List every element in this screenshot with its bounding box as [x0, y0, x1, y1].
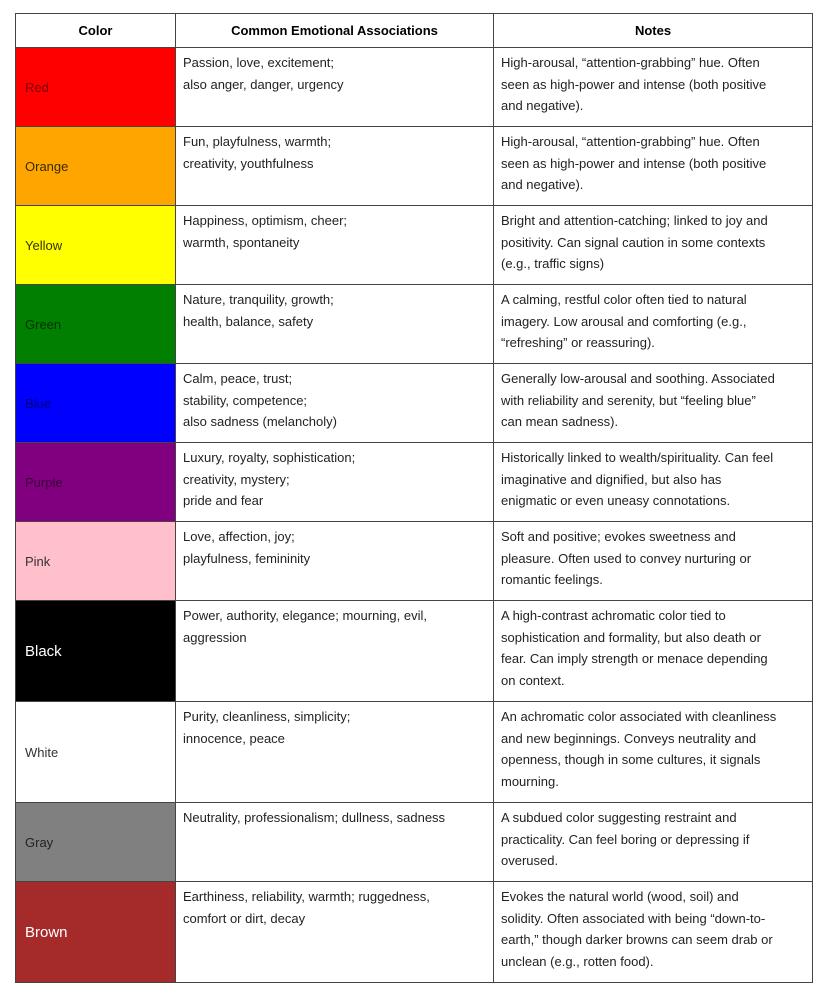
association-line: Earthiness, reliability, warmth; ruggedness, [183, 889, 430, 904]
notes-line: Soft and positive; evokes sweetness and [501, 529, 736, 544]
notes-line: imaginative and dignified, but also has [501, 471, 722, 487]
notes-line: unclean (e.g., rotten food). [501, 953, 654, 969]
color-swatch-cell: Red [16, 48, 176, 127]
notes-line: pleasure. Often used to convey nurturing or [501, 550, 752, 566]
table-body [16, 48, 813, 983]
header-associations: Common Emotional Associations [176, 14, 494, 48]
association-line: Happiness, optimism, cheer; [183, 213, 348, 228]
association-line: innocence, peace [183, 730, 285, 746]
notes-line: A high-contrast achromatic color tied to [501, 608, 726, 623]
notes-line: mourning. [501, 773, 559, 789]
notes-cell [494, 48, 813, 127]
notes-line: (e.g., traffic signs) [501, 256, 605, 271]
notes-cell [494, 127, 813, 206]
association-line: Purity, cleanliness, simplicity; [183, 709, 351, 724]
association-line: Nature, tranquility, growth; [183, 292, 334, 307]
notes-line: An achromatic color associated with cleanliness [501, 709, 777, 724]
associations-cell [176, 364, 494, 443]
association-line: Calm, peace, trust; [183, 371, 293, 386]
notes-cell [494, 206, 813, 285]
notes-cell [494, 803, 813, 882]
notes-line: High-arousal, “attention-grabbing” hue. Often [501, 134, 760, 149]
association-line: creativity, mystery; [183, 471, 290, 487]
notes-line: practicality. Can feel boring or depressing if [501, 831, 750, 847]
notes-line: A calming, restful color often tied to natural [501, 292, 747, 307]
notes-line: Evokes the natural world (wood, soil) and [501, 889, 739, 904]
notes-cell [494, 601, 813, 702]
notes-line: earth,” though darker browns can seem drab or [501, 932, 773, 947]
color-swatch-cell: Yellow [16, 206, 176, 285]
color-swatch-cell: White [16, 702, 176, 803]
table-row [16, 702, 813, 803]
association-line: Love, affection, joy; [183, 529, 295, 544]
notes-cell [494, 364, 813, 443]
notes-line: and new beginnings. Conveys neutrality and [501, 730, 757, 746]
table-row [16, 48, 813, 127]
notes-line: High-arousal, “attention-grabbing” hue. Often [501, 55, 760, 70]
notes-line: seen as high-power and intense (both positive [501, 155, 767, 171]
notes-line: sophistication and formality, but also death or [501, 629, 761, 645]
notes-line: on context. [501, 672, 565, 688]
notes-line: Generally low-arousal and soothing. Associated [501, 371, 775, 386]
notes-line: and negative). [501, 177, 584, 192]
notes-line: seen as high-power and intense (both positive [501, 76, 767, 92]
table-row [16, 206, 813, 285]
association-line: also anger, danger, urgency [183, 76, 344, 92]
associations-cell [176, 443, 494, 522]
notes-line: enigmatic or even uneasy connotations. [501, 493, 731, 508]
association-line: pride and fear [183, 493, 264, 508]
associations-cell [176, 522, 494, 601]
notes-line: romantic feelings. [501, 572, 603, 587]
header-notes: Notes [494, 14, 813, 48]
notes-line: Bright and attention-catching; linked to joy and [501, 213, 768, 228]
table-row [16, 882, 813, 983]
color-swatch-cell: Purple [16, 443, 176, 522]
color-swatch-cell: Black [16, 601, 176, 702]
notes-cell [494, 702, 813, 803]
notes-line: can mean sadness). [501, 414, 619, 429]
color-swatch-cell: Blue [16, 364, 176, 443]
header-row [16, 14, 813, 48]
table-row [16, 127, 813, 206]
header-color: Color [16, 14, 176, 48]
associations-cell [176, 882, 494, 983]
associations-cell [176, 48, 494, 127]
notes-line: positivity. Can signal caution in some contexts [501, 234, 766, 250]
association-line: Fun, playfulness, warmth; [183, 134, 332, 149]
color-swatch-cell: Green [16, 285, 176, 364]
association-line: warmth, spontaneity [183, 234, 300, 250]
notes-cell [494, 882, 813, 983]
association-line: Power, authority, elegance; mourning, evil, [183, 608, 428, 623]
notes-line: Historically linked to wealth/spirituality. Can feel [501, 450, 774, 465]
color-swatch-cell: Pink [16, 522, 176, 601]
association-line: Passion, love, excitement; [183, 55, 335, 70]
table-row [16, 443, 813, 522]
notes-line: with reliability and serenity, but “feeling blue” [501, 392, 756, 408]
notes-line: fear. Can imply strength or menace depending [501, 651, 768, 666]
association-line: aggression [183, 629, 247, 645]
association-line: comfort or dirt, decay [183, 910, 306, 926]
notes-line: and negative). [501, 98, 584, 113]
associations-cell [176, 127, 494, 206]
notes-line: solidity. Often associated with being “down-to- [501, 910, 766, 926]
associations-cell [176, 206, 494, 285]
association-line: playfulness, femininity [183, 550, 311, 566]
color-swatch-cell: Brown [16, 882, 176, 983]
table-row [16, 601, 813, 702]
associations-cell [176, 285, 494, 364]
notes-line: A subdued color suggesting restraint and [501, 810, 737, 825]
table-row [16, 285, 813, 364]
associations-cell [176, 601, 494, 702]
color-swatch-cell: Orange [16, 127, 176, 206]
notes-line: overused. [501, 853, 559, 868]
color-swatch-cell: Gray [16, 803, 176, 882]
association-line: Luxury, royalty, sophistication; [183, 450, 356, 465]
notes-cell [494, 522, 813, 601]
table-row [16, 803, 813, 882]
notes-line: openness, though in some cultures, it signals [501, 752, 761, 767]
notes-cell [494, 443, 813, 522]
association-line: health, balance, safety [183, 313, 314, 329]
associations-cell [176, 702, 494, 803]
notes-line: “refreshing” or reassuring). [501, 335, 655, 350]
notes-cell [494, 285, 813, 364]
associations-cell [176, 803, 494, 882]
table-row [16, 364, 813, 443]
association-line: also sadness (melancholy) [183, 414, 337, 429]
association-line: stability, competence; [183, 392, 308, 408]
table-row [16, 522, 813, 601]
color-emotion-table [15, 13, 813, 983]
association-line: creativity, youthfulness [183, 155, 314, 171]
notes-line: imagery. Low arousal and comforting (e.g., [501, 313, 747, 329]
association-line: Neutrality, professionalism; dullness, sadness [183, 810, 446, 825]
